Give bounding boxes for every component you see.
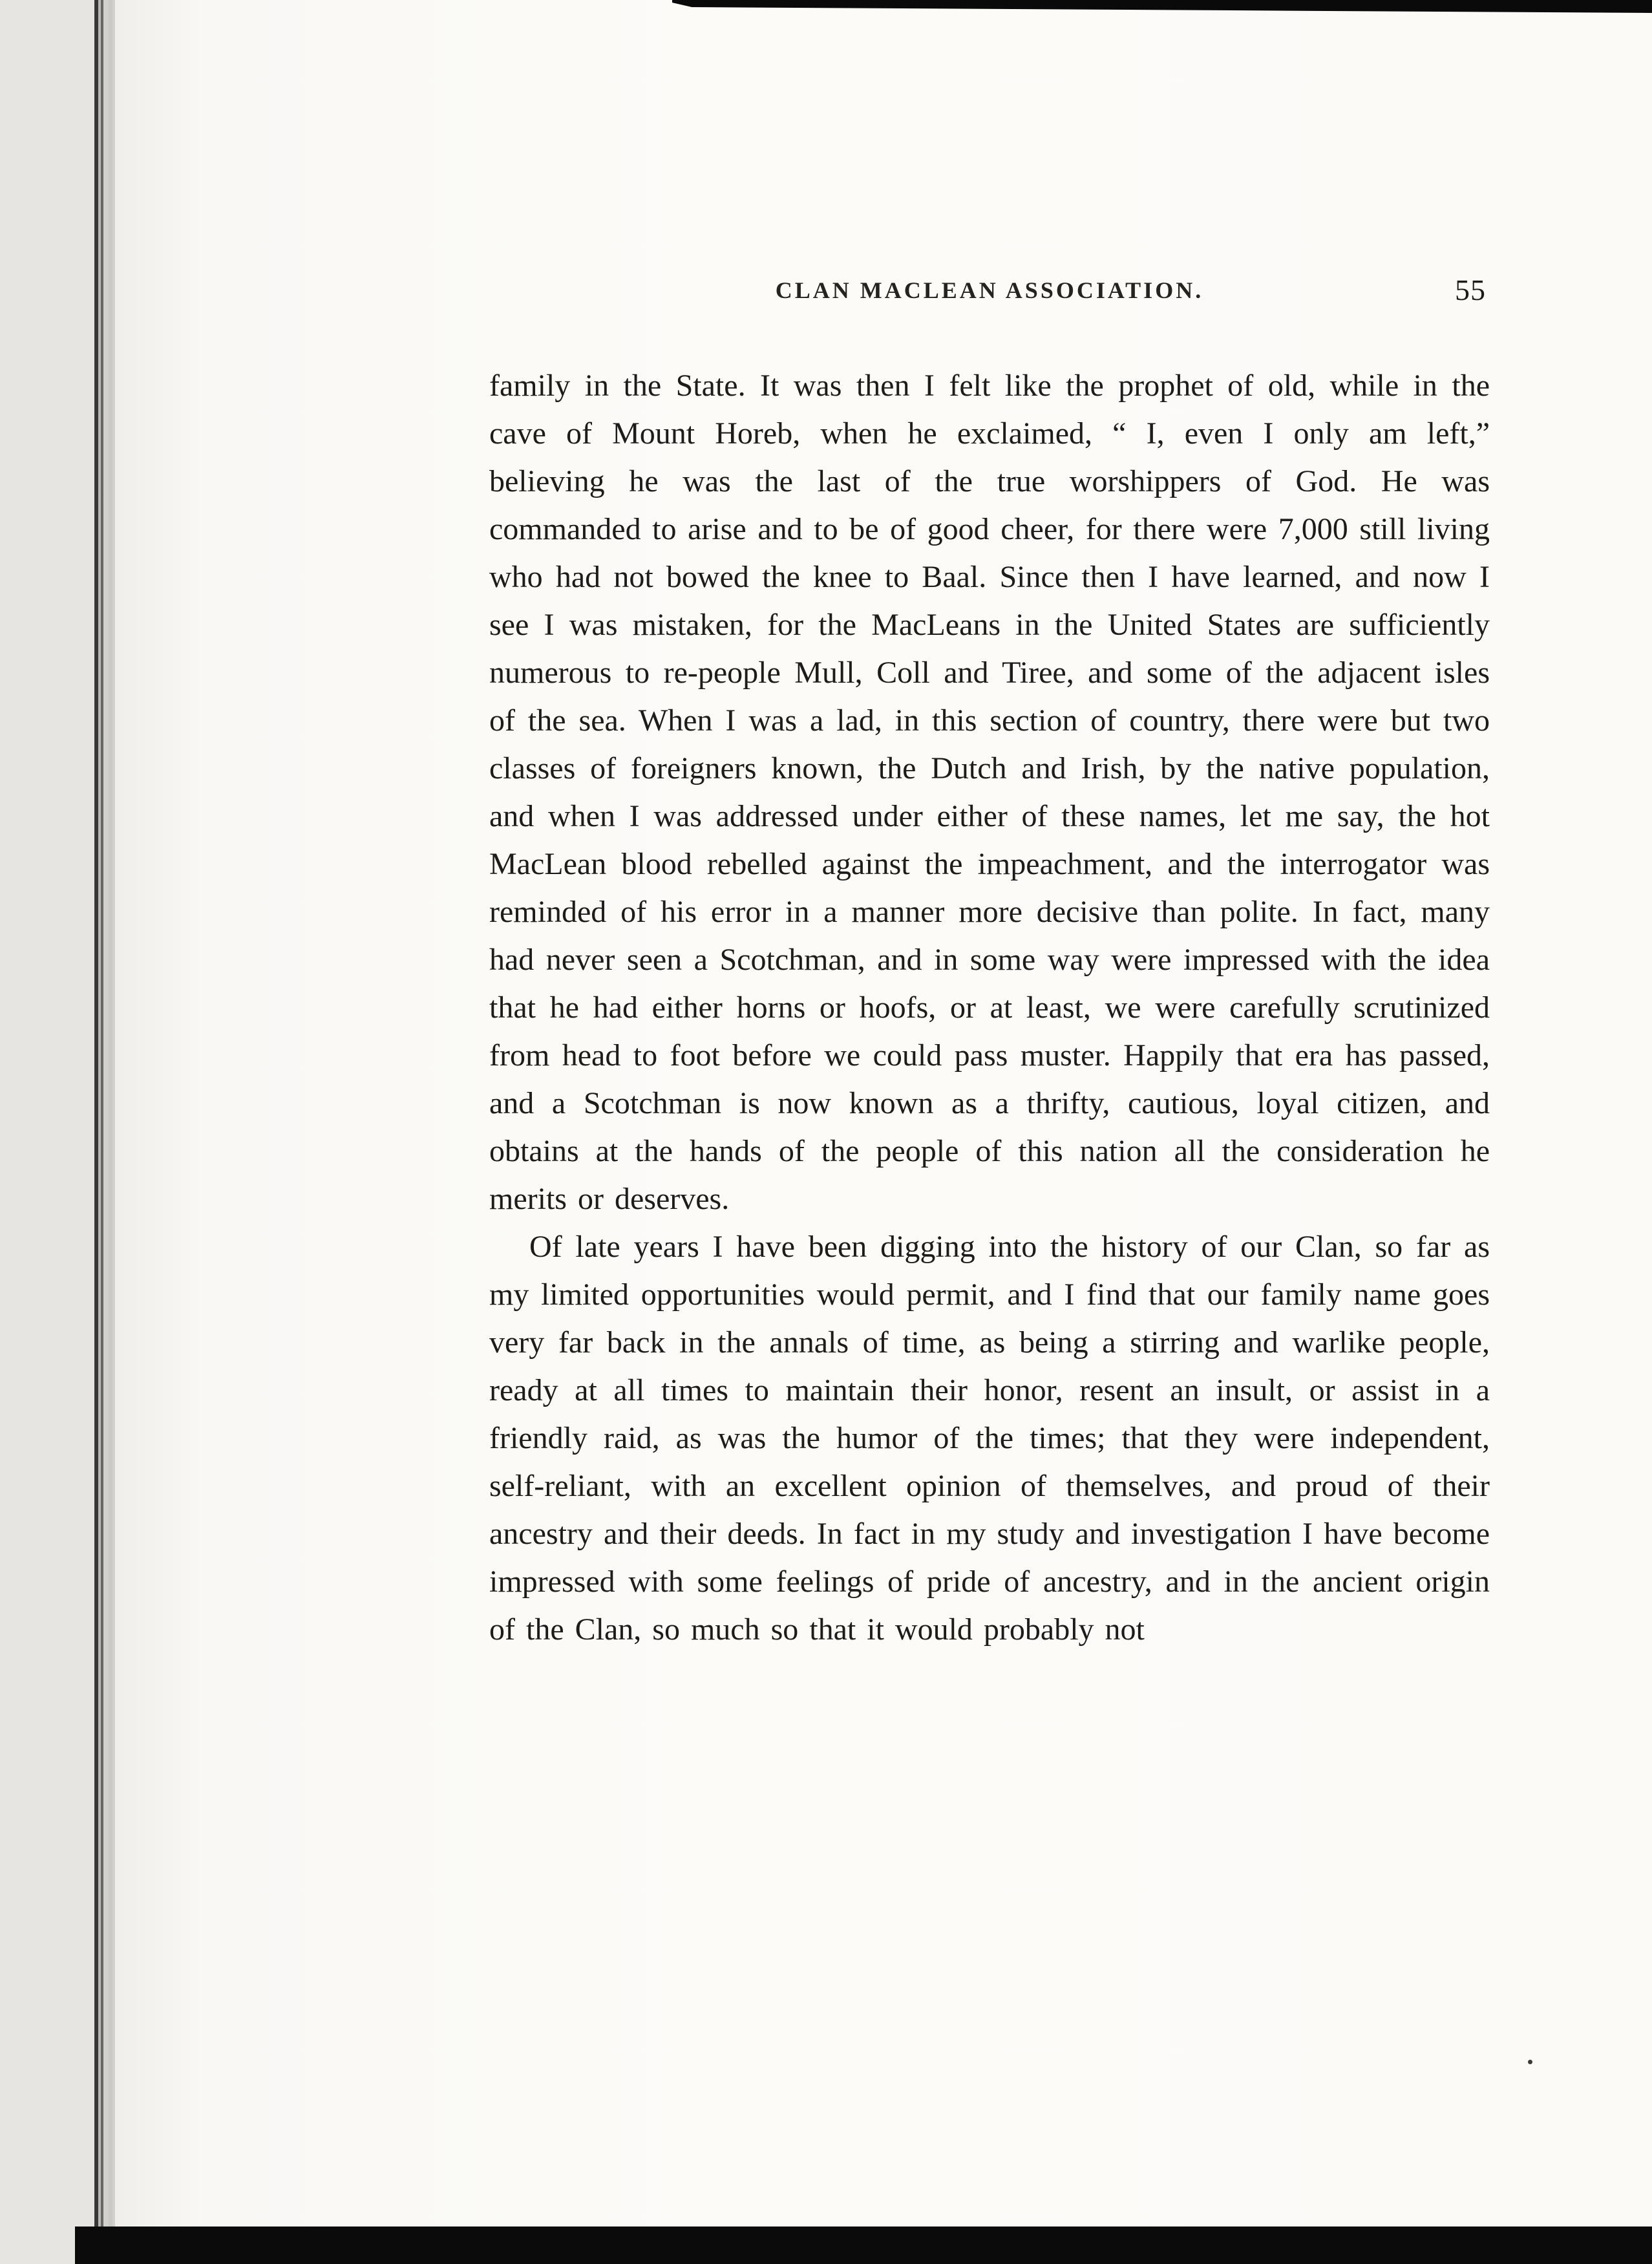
scan-artifact-bottom <box>75 2227 1652 2264</box>
page-body <box>489 362 1490 1654</box>
running-title: CLAN MACLEAN ASSOCIATION. <box>775 277 1204 303</box>
paragraph: family in the State. It was then I felt like the prophet of old, while in the cave of Mount Horeb, when he exclaimed, “ I, even I only am left,” believing he was the last of the true worshippers of God. He was commanded to arise and to be of good cheer, for there were 7,000 still living who had not bowed the knee to Baal. Since then I have learned, and now I see I was mistaken, for the MacLeans in the United States are sufficiently numerous to re-people Mull, Coll and Tiree, and some of the adjacent isles of the sea. When I was a lad, in this section of country, there were but two classes of foreigners known, the Dutch and Irish, by the native population, and when I was addressed under either of these names, let me say, the hot MacLean blood rebelled against the impeachment, and the interrogator was reminded of his error in a manner more decisive than polite. In fact, many had never seen a Scotchman, and in some way were impressed with the idea that he had either horns or hoofs, or at least, we were carefully scrutinized from head to foot before we could pass muster. Happily that era has passed, and a Scotchman is now known as a thrifty, cautious, loyal citizen, and obtains at the hands of the people of this nation all the consideration he merits or deserves. <box>489 368 1490 1216</box>
paragraph: Of late years I have been digging into the history of our Clan, so far as my limited opportunities would permit, and I find that our family name goes very far back in the annals of time, as being a stirring and warlike people, ready at all times to maintain their honor, resent an insult, or assist in a friendly raid, as was the humor of the times; that they were independent, self-reliant, with an excellent opinion of themselves, and proud of their ancestry and their deeds. In fact in my study and investigation I have become impressed with some feelings of pride of ancestry, and in the ancient origin of the Clan, so much so that it would probably not <box>489 1230 1490 1647</box>
page-header <box>489 273 1490 312</box>
book-binding-edge <box>92 0 115 2228</box>
page-number: 55 <box>1455 273 1486 306</box>
page-content <box>489 273 1490 1654</box>
scan-speck <box>1528 2060 1532 2064</box>
book-page <box>112 0 1652 2228</box>
